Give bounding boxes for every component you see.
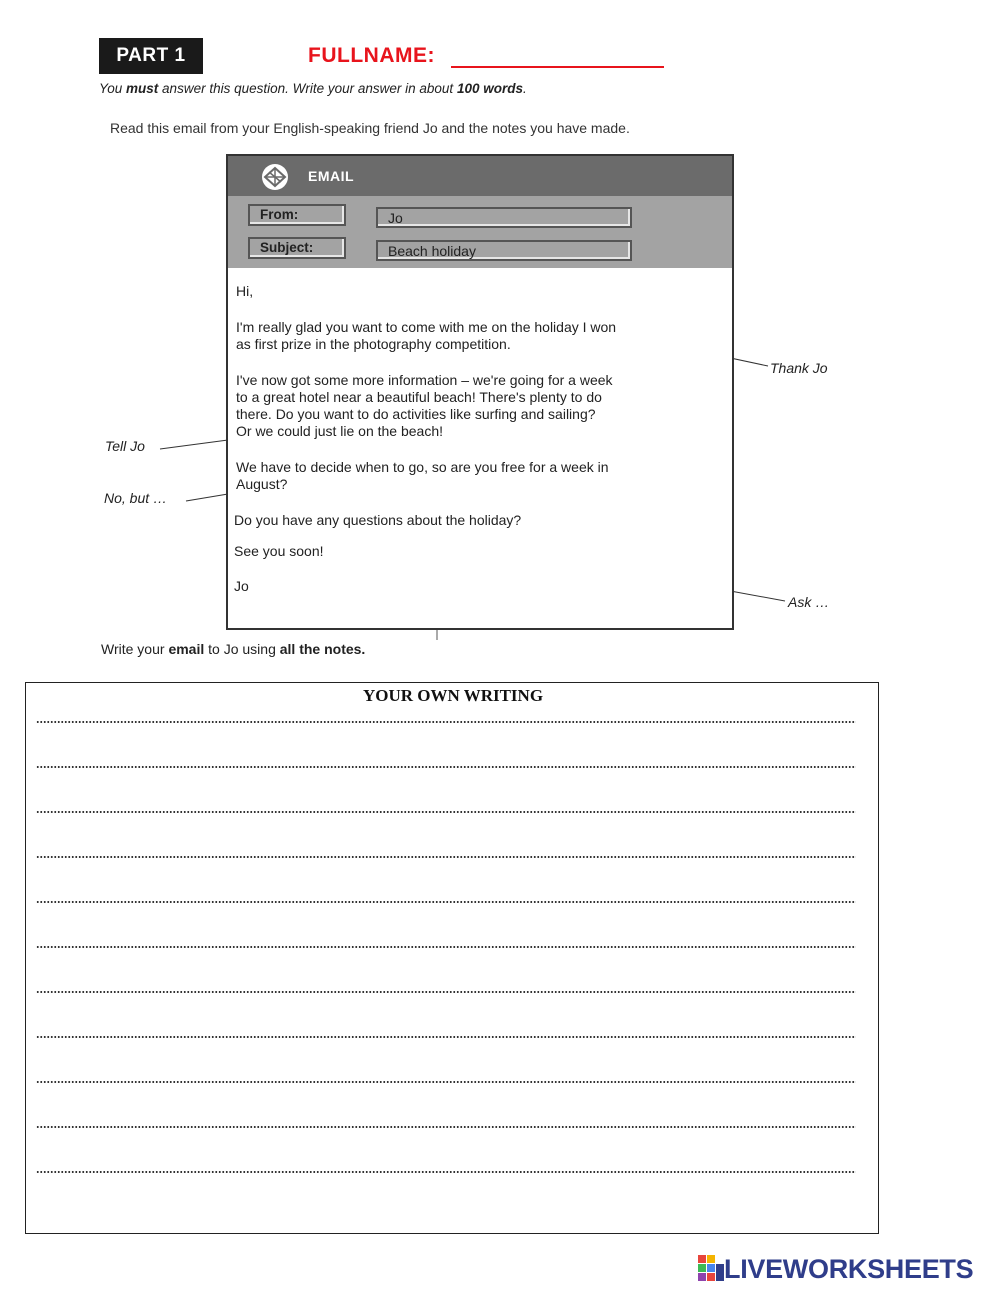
email-paragraph-4: Do you have any questions about the holiday?	[234, 512, 522, 528]
writing-line[interactable]	[36, 991, 856, 993]
note-ask: Ask …	[788, 594, 830, 610]
task-instruction: You must answer this question. Write your answer in about 100 words.	[99, 81, 527, 96]
from-field: Jo	[376, 207, 632, 228]
liveworksheets-logo-icon	[698, 1255, 724, 1283]
writing-line[interactable]	[36, 766, 856, 768]
write-instruction: Write your email to Jo using all the notes.	[101, 641, 366, 657]
writing-line[interactable]	[36, 721, 856, 723]
email-paragraph-3: We have to decide when to go, so are you free for a week in August?	[236, 459, 609, 492]
email-paragraph-1: I'm really glad you want to come with me on the holiday I won as first prize in the photography competition.	[236, 319, 617, 352]
connector-tell	[160, 440, 228, 449]
writing-line[interactable]	[36, 811, 856, 813]
writing-line[interactable]	[36, 856, 856, 858]
part-label: PART 1	[116, 45, 186, 66]
email-paragraph-2: I've now got some more information – we're going for a week to a great hotel near a beautiful beach! There's plenty to do there. Do you want to do activities like surfing and sailing? Or we could just lie on the beach!	[236, 372, 613, 439]
email-window	[226, 154, 734, 630]
email-greeting: Hi,	[236, 283, 254, 299]
note-tell: Tell Jo	[105, 438, 145, 454]
writing-line[interactable]	[36, 1126, 856, 1128]
writing-line[interactable]	[36, 1036, 856, 1038]
from-label: From:	[248, 204, 346, 226]
note-thank: Thank Jo	[770, 360, 828, 376]
email-title: EMAIL	[308, 168, 355, 184]
email-fields	[228, 196, 732, 268]
writing-area[interactable]	[25, 682, 879, 1234]
writing-line[interactable]	[36, 1171, 856, 1173]
email-paragraph-5: See you soon!	[234, 543, 324, 559]
email-signoff: Jo	[234, 578, 249, 594]
writing-line[interactable]	[36, 946, 856, 948]
liveworksheets-brand	[698, 1254, 973, 1284]
email-header	[228, 156, 732, 196]
fullname-label: FULLNAME:	[308, 44, 435, 67]
note-no-but: No, but …	[104, 490, 168, 506]
email-logo-icon	[260, 162, 290, 192]
writing-line[interactable]	[36, 1081, 856, 1083]
subject-label: Subject:	[248, 237, 346, 259]
writing-line[interactable]	[36, 901, 856, 903]
brand-name: LIVEWORKSHEETS	[724, 1253, 974, 1284]
writing-title: YOUR OWN WRITING	[362, 686, 544, 705]
read-instruction: Read this email from your English-speaking friend Jo and the notes you have made.	[110, 120, 630, 136]
subject-field: Beach holiday	[376, 240, 632, 261]
